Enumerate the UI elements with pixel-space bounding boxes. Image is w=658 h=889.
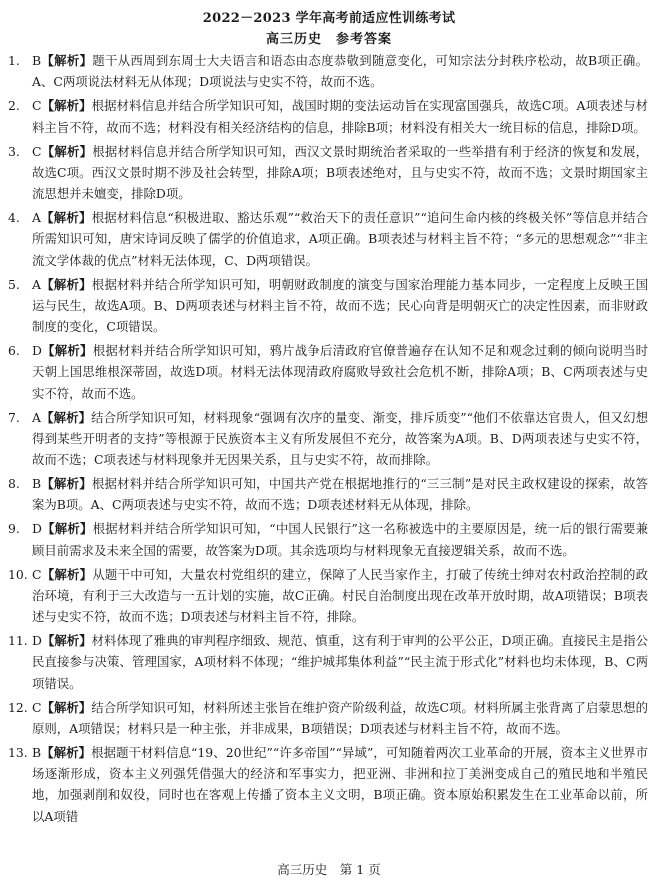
item-answer: B — [32, 744, 42, 760]
item-answer: A — [32, 276, 41, 292]
item-number: 4. — [8, 210, 20, 226]
item-answer: D — [32, 633, 42, 649]
item-text: 根据材料并结合所学知识可知，明朝财政制度的演变与国家治理能力基本同步，一定程度上反映王国运与民生，故选A项。B、D两项表述与材料主旨不符，故而不选；民心向背是明朝灭亡的决定性因素，而非财政制度的变化，C项错误。 — [32, 276, 648, 334]
item-number: 3. — [8, 143, 20, 159]
item-number: 12. — [8, 699, 28, 715]
item-tag: 【解析】 — [41, 53, 93, 68]
answer-item — [8, 274, 648, 338]
item-text: 根据材料信息并结合所学知识可知，战国时期的变法运动旨在实现富国强兵，故选C项。A项表述与材料主旨不符，故而不选；材料没有相关经济结构的信息，排除B项；材料没有相关大一统目标的信息，排除D项。 — [32, 98, 649, 135]
item-text: 材料体现了雅典的审判程序细致、规范、慎重，这有利于审判的公平公正，D项正确。直接民主是指公民直接参与决策、管理国家，A项材料不体现；“维护城邦集体利益”“民主流于形式化”材料也均未体现，B、C两项错误。 — [32, 633, 648, 691]
item-answer: A — [32, 409, 41, 425]
answer-list — [8, 50, 648, 830]
answer-item — [8, 95, 648, 137]
item-number: 9. — [8, 521, 20, 537]
item-answer: B — [32, 476, 42, 492]
item-number: 8. — [8, 476, 20, 492]
item-tag: 【解析】 — [41, 744, 92, 760]
page-footer: 高三历史 第 1 页 — [277, 862, 381, 877]
answer-item — [8, 564, 648, 628]
item-tag: 【解析】 — [41, 699, 92, 715]
item-number: 2. — [8, 98, 20, 114]
item-tag: 【解析】 — [40, 409, 92, 425]
answer-item — [8, 340, 648, 404]
page-subtitle: 高三历史 参考答案 — [265, 32, 392, 47]
answer-item — [8, 207, 648, 271]
answer-item — [8, 518, 648, 560]
item-text: 根据材料并结合所学知识可知，中国共产党在根据地推行的“三三制”是对民主政权建设的探索，故答案为B项。A、C两项表述与史实不符，故而不选；D项表述材料无从体现，排除。 — [32, 476, 649, 513]
item-text: 根据材料并结合所学知识可知，“中国人民银行”这一名称被选中的主要原因是，统一后的银行需要兼顾目前需求及未来全国的需要，故答案为D项。其余选项均与材料现象无直接逻辑关系，故而不选。 — [32, 521, 649, 558]
item-answer: C — [32, 566, 42, 582]
answer-item — [8, 407, 648, 471]
item-number: 13. — [8, 744, 28, 760]
item-tag: 【解析】 — [41, 521, 93, 537]
item-tag: 【解析】 — [41, 98, 92, 114]
answer-item — [8, 141, 648, 205]
item-answer: C — [32, 143, 42, 159]
item-tag: 【解析】 — [41, 343, 93, 359]
item-text: 根据材料信息并结合所学知识可知，西汉文景时期统治者采取的一些举措有利于经济的恢复和发展，故选C项。西汉文景时期不涉及社会转型，排除A项；B项表述绝对，且与史实不符，故而不选；文景时期国家主流思想并未嬗变，排除D项。 — [32, 143, 649, 201]
answer-item — [8, 473, 648, 515]
item-tag: 【解析】 — [41, 633, 92, 649]
item-tag: 【解析】 — [41, 476, 92, 492]
item-text: 根据材料并结合所学知识可知，鸦片战争后清政府官僚普遍存在认知不足和观念过剩的倾向说明当时天朝上国思维根深蒂固，故选D项。材料无法体现清政府腐败导致社会危机不断，排除A项；B、C两项表述与史实不符，故而不选。 — [32, 343, 649, 401]
item-text: 从题干中可知，大量农村党组织的建立，保障了人民当家作主，打破了传统士绅对农村政治控制的政治环境，有利于三大改造与一五计划的实施，故C正确。村民自治制度出现在改革开放时期，故A项错误；B项表述与史实不符，故而不选；D项表述与材料主旨不符，排除。 — [32, 566, 649, 625]
answer-item — [8, 630, 648, 694]
item-text: 题干从西周到东周士大夫语言和语态由态度恭敬到随意变化，可知宗法分封秩序松动，故B项正确。A、C两项说法材料无从体现；D项说法与史实不符，故而不选。 — [32, 53, 648, 90]
item-answer: D — [32, 521, 42, 537]
item-tag: 【解析】 — [40, 276, 92, 292]
item-tag: 【解析】 — [41, 566, 93, 582]
item-number: 5. — [8, 276, 20, 292]
item-answer: C — [32, 98, 42, 114]
answer-item — [8, 50, 648, 92]
item-answer: D — [32, 343, 42, 359]
item-number: 7. — [8, 409, 20, 425]
item-text: 结合所学知识可知，材料所述主张旨在维护资产阶级利益，故选C项。材料所属主张背离了启蒙思想的原则，A项错误；材料只是一种主张，并非成果，B项错误；D项表述与材料主旨不符，故而不选。 — [32, 699, 648, 736]
item-answer: C — [32, 699, 42, 715]
item-text: 根据题干材料信息“19、20世纪”“许多帝国”“异域”，可知随着两次工业革命的开展，资本主义世界市场逐渐形成，资本主义列强凭借强大的经济和军事实力，把亚洲、非洲和拉丁美洲变成自己的殖民地和半殖民地，加强剥削和奴役，同时也在客观上传播了资本主义文明，B项正确。资本原始积累发生在工业革命以前，所以A项错 — [32, 744, 649, 824]
item-answer: B — [32, 53, 42, 68]
item-number: 10. — [8, 566, 28, 582]
item-number: 1. — [8, 53, 20, 68]
item-number: 6. — [8, 343, 20, 359]
answer-item — [8, 742, 648, 827]
item-tag: 【解析】 — [41, 143, 93, 159]
item-number: 11. — [8, 633, 28, 649]
page-title: 2022－2023 学年高考前适应性训练考试 — [202, 11, 456, 26]
answer-item — [8, 697, 648, 739]
item-answer: A — [32, 210, 41, 226]
item-text: 结合所学知识可知，材料现象“强调有次序的量变、渐变，排斥质变”“他们不依靠达官贵人，但又幻想得到某些开明者的支持”等根源于民族资本主义有所发展但不充分，故答案为A项。B、D两项表述与史实不符，故而不选；C项表述与材料现象并无因果关系，且与史实不符，故而排除。 — [32, 409, 649, 467]
item-text: 根据材料信息“积极进取、豁达乐观”“救治天下的责任意识”“追问生命内核的终极关怀”等信息并结合所需知识可知，唐宋诗词反映了儒学的价值追求，A项正确。B项表述与材料主旨不符；“多元的思想观念”“非主流文学体裁的优点”材料无法体现，C、D两项错误。 — [32, 210, 648, 268]
item-tag: 【解析】 — [40, 210, 92, 226]
